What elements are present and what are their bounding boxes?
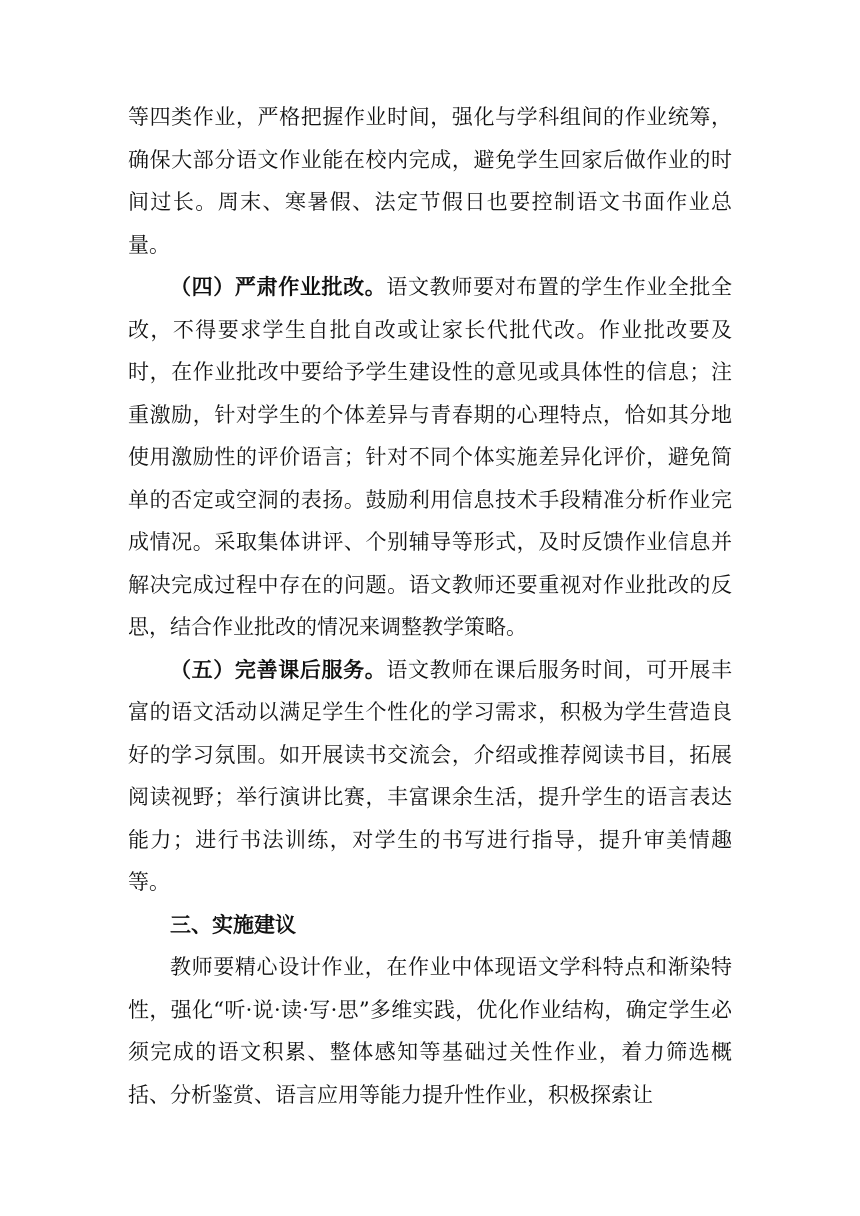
paragraph-implementation	[128, 946, 732, 1116]
paragraph-continuation	[128, 96, 732, 266]
paragraph-lead-heading: （五）完善课后服务。	[170, 657, 387, 682]
paragraph-text: 语文教师在课后服务时间，可开展丰富的语文活动以满足学生个性化的学习需求，积极为学生营造良好的学习氛围。如开展读书交流会，介绍或推荐阅读书目，拓展阅读视野；举行演讲比赛，丰富课余生活，提升学生的语言表达能力；进行书法训练，对学生的书写进行指导，提升审美情趣等。	[128, 657, 733, 894]
paragraph-text: 等四类作业，严格把握作业时间，强化与学科组间的作业统筹，确保大部分语文作业能在校内完成，避免学生回家后做作业的时间过长。周末、寒暑假、法定节假日也要控制语文书面作业总量。	[128, 105, 732, 257]
paragraph-after-school-service	[128, 649, 732, 904]
paragraph-text: 语文教师要对布置的学生作业全批全改，不得要求学生自批自改或让家长代批代改。作业批改要及时，在作业批改中要给予学生建设性的意见或具体性的信息；注重激励，针对学生的个体差异与青春期的心理特点，恰如其分地使用激励性的评价语言；针对不同个体实施差异化评价，避免简单的否定或空洞的表扬。鼓励利用信息技术手段精准分析作业完成情况。采取集体讲评、个别辅导等形式，及时反馈作业信息并解决完成过程中存在的问题。语文教师还要重视对作业批改的反思，结合作业批改的情况来调整教学策略。	[128, 275, 733, 639]
section-heading: 三、实施建议	[170, 912, 296, 937]
paragraph-text: 教师要精心设计作业，在作业中体现语文学科特点和渐染特性，强化“听·说·读·写·思”多维实践，优化作业结构，确定学生必须完成的语文积累、整体感知等基础过关性作业，着力筛选概括、分析鉴赏、语言应用等能力提升性作业，积极探索让	[128, 955, 732, 1107]
document-body	[128, 96, 732, 1116]
paragraph-homework-grading	[128, 266, 732, 649]
paragraph-lead-heading: （四）严肃作业批改。	[170, 275, 387, 299]
